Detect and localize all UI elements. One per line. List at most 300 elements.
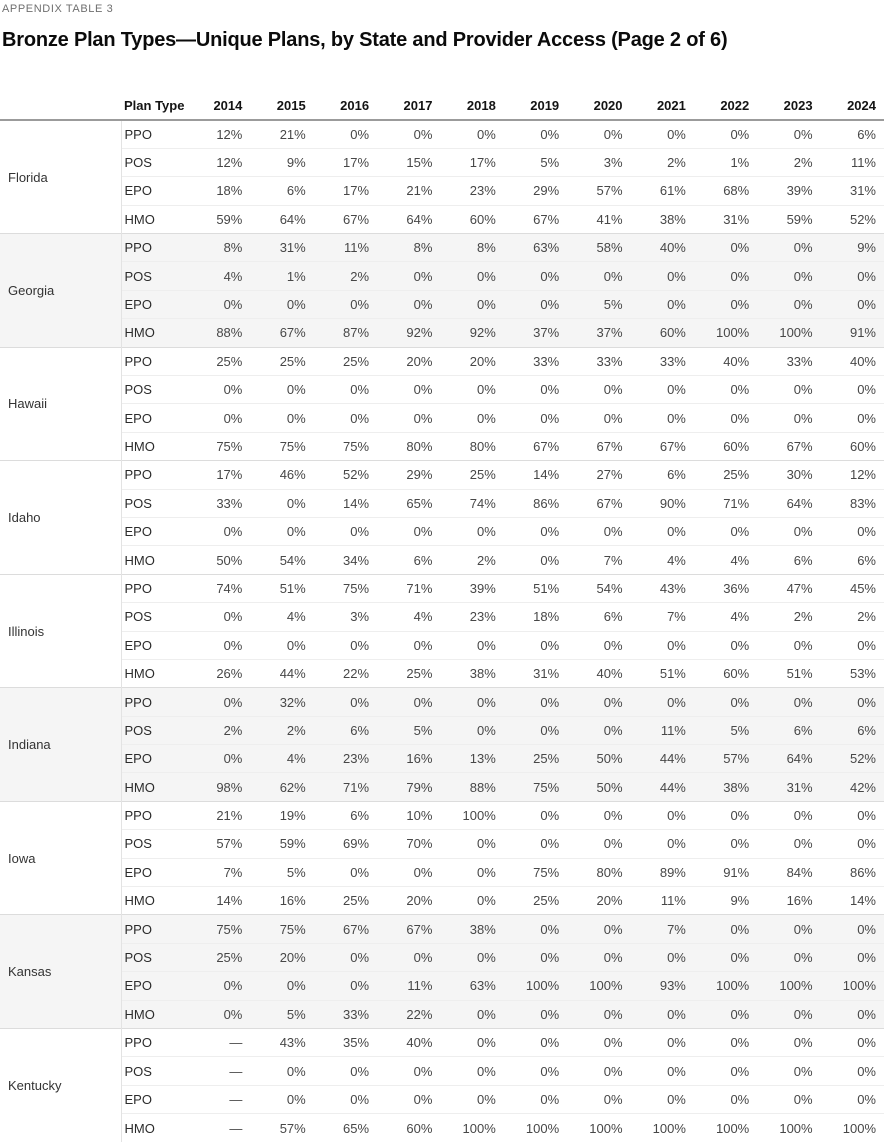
value-cell: 57% (187, 830, 250, 858)
value-cell: 50% (187, 546, 250, 574)
value-cell: 1% (250, 262, 313, 290)
table-eyebrow: APPENDIX TABLE 3 (2, 3, 884, 16)
value-cell: 25% (314, 347, 377, 375)
value-cell: 38% (440, 915, 503, 943)
value-cell: 0% (377, 262, 440, 290)
plan-type-cell: EPO (121, 1085, 187, 1113)
value-cell: 44% (631, 773, 694, 801)
value-cell: 33% (314, 1000, 377, 1028)
value-cell: 0% (757, 830, 820, 858)
value-cell: 0% (250, 1057, 313, 1085)
value-cell: 91% (694, 858, 757, 886)
value-cell: 5% (567, 290, 630, 318)
table-row (0, 120, 884, 148)
value-cell: 13% (440, 745, 503, 773)
value-cell: 65% (377, 489, 440, 517)
value-cell: 0% (187, 745, 250, 773)
value-cell: 69% (314, 830, 377, 858)
value-cell: 0% (504, 290, 567, 318)
value-cell: 12% (187, 120, 250, 148)
table-row (0, 745, 884, 773)
value-cell: 0% (504, 943, 567, 971)
value-cell: 0% (694, 943, 757, 971)
value-cell: 15% (377, 148, 440, 176)
state-label: Kentucky (0, 1029, 121, 1142)
year-column-header: 2020 (567, 91, 630, 120)
value-cell: 0% (567, 1000, 630, 1028)
table-row (0, 688, 884, 716)
value-cell: 0% (187, 688, 250, 716)
value-cell: 0% (440, 943, 503, 971)
table-header-row (0, 91, 884, 120)
value-cell: 0% (567, 716, 630, 744)
value-cell: 0% (314, 290, 377, 318)
value-cell: 0% (187, 972, 250, 1000)
value-cell: 14% (187, 887, 250, 915)
value-cell: 2% (821, 603, 884, 631)
table-row (0, 801, 884, 829)
value-cell: 0% (504, 1085, 567, 1113)
value-cell: 0% (187, 517, 250, 545)
value-cell: 0% (440, 262, 503, 290)
value-cell: 100% (694, 972, 757, 1000)
value-cell: 0% (440, 1057, 503, 1085)
value-cell: 0% (694, 376, 757, 404)
value-cell: 6% (821, 120, 884, 148)
value-cell: 4% (631, 546, 694, 574)
value-cell: 10% (377, 801, 440, 829)
value-cell: 0% (250, 517, 313, 545)
value-cell: 0% (314, 688, 377, 716)
value-cell: 0% (377, 631, 440, 659)
value-cell: 0% (821, 376, 884, 404)
plan-type-cell: HMO (121, 319, 187, 347)
value-cell: 0% (504, 1029, 567, 1057)
value-cell: 0% (504, 688, 567, 716)
value-cell: 0% (631, 1029, 694, 1057)
value-cell: 80% (377, 432, 440, 460)
value-cell: 67% (314, 205, 377, 233)
value-cell: 0% (567, 1029, 630, 1057)
value-cell: 25% (314, 887, 377, 915)
value-cell: 0% (250, 1085, 313, 1113)
value-cell: 0% (377, 517, 440, 545)
value-cell: 0% (757, 688, 820, 716)
value-cell: 25% (694, 461, 757, 489)
value-cell: 0% (757, 376, 820, 404)
value-cell: 16% (377, 745, 440, 773)
value-cell: 0% (440, 376, 503, 404)
value-cell: 0% (504, 1057, 567, 1085)
value-cell: 51% (504, 574, 567, 602)
value-cell: 42% (821, 773, 884, 801)
value-cell: 12% (187, 148, 250, 176)
value-cell: 0% (504, 376, 567, 404)
value-cell: 0% (314, 858, 377, 886)
table-row (0, 262, 884, 290)
value-cell: 6% (567, 603, 630, 631)
value-cell: 0% (567, 517, 630, 545)
value-cell: 6% (631, 461, 694, 489)
table-row (0, 489, 884, 517)
value-cell: 100% (567, 1114, 630, 1142)
value-cell: 0% (504, 716, 567, 744)
value-cell: 0% (314, 943, 377, 971)
value-cell: 98% (187, 773, 250, 801)
table-row (0, 773, 884, 801)
value-cell: 0% (757, 404, 820, 432)
value-cell: 18% (504, 603, 567, 631)
value-cell: 51% (757, 659, 820, 687)
value-cell: 0% (694, 234, 757, 262)
value-cell: 67% (504, 432, 567, 460)
value-cell: 59% (757, 205, 820, 233)
value-cell: 51% (631, 659, 694, 687)
value-cell: 75% (504, 773, 567, 801)
value-cell: 0% (377, 943, 440, 971)
value-cell: 0% (821, 1000, 884, 1028)
state-label: Florida (0, 120, 121, 234)
value-cell: 0% (440, 887, 503, 915)
value-cell: 67% (757, 432, 820, 460)
year-column-header: 2024 (821, 91, 884, 120)
value-cell: 18% (187, 177, 250, 205)
value-cell: 5% (250, 858, 313, 886)
value-cell: 0% (377, 1085, 440, 1113)
value-cell: 83% (821, 489, 884, 517)
value-cell: 36% (694, 574, 757, 602)
value-cell: 0% (757, 290, 820, 318)
value-cell: 100% (821, 1114, 884, 1142)
value-cell: 0% (694, 631, 757, 659)
value-cell: 64% (250, 205, 313, 233)
value-cell: 93% (631, 972, 694, 1000)
value-cell: 0% (631, 830, 694, 858)
value-cell: 33% (567, 347, 630, 375)
value-cell: 53% (821, 659, 884, 687)
value-cell: 0% (504, 830, 567, 858)
value-cell: 0% (314, 1085, 377, 1113)
value-cell: 0% (821, 830, 884, 858)
value-cell: 2% (250, 716, 313, 744)
value-cell: 0% (757, 915, 820, 943)
value-cell: 31% (504, 659, 567, 687)
value-cell: 25% (187, 347, 250, 375)
value-cell: 0% (504, 517, 567, 545)
table-row (0, 1057, 884, 1085)
year-column-header: 2014 (187, 91, 250, 120)
value-cell: 0% (567, 1085, 630, 1113)
plan-type-cell: POS (121, 943, 187, 971)
value-cell: 0% (187, 404, 250, 432)
table-row (0, 1114, 884, 1142)
table-row (0, 319, 884, 347)
value-cell: 31% (694, 205, 757, 233)
plan-type-cell: POS (121, 262, 187, 290)
value-cell: 87% (314, 319, 377, 347)
value-cell: 59% (187, 205, 250, 233)
value-cell: 0% (694, 830, 757, 858)
value-cell: 20% (440, 347, 503, 375)
value-cell: 75% (187, 432, 250, 460)
value-cell: 0% (757, 1029, 820, 1057)
plan-type-cell: EPO (121, 972, 187, 1000)
plan-type-cell: POS (121, 489, 187, 517)
value-cell: 47% (757, 574, 820, 602)
value-cell: 67% (567, 489, 630, 517)
value-cell: 21% (250, 120, 313, 148)
state-column-header (0, 91, 121, 120)
value-cell: 6% (377, 546, 440, 574)
value-cell: 0% (504, 120, 567, 148)
value-cell: 0% (440, 517, 503, 545)
value-cell: 75% (250, 432, 313, 460)
plan-type-cell: EPO (121, 177, 187, 205)
table-row (0, 376, 884, 404)
value-cell: 0% (631, 1085, 694, 1113)
value-cell: 60% (821, 432, 884, 460)
value-cell: 16% (250, 887, 313, 915)
value-cell: 6% (314, 716, 377, 744)
value-cell: 25% (377, 659, 440, 687)
page-header (0, 0, 884, 53)
table-row (0, 631, 884, 659)
value-cell: 0% (567, 688, 630, 716)
value-cell: 0% (821, 290, 884, 318)
value-cell: 0% (377, 1057, 440, 1085)
value-cell: 3% (314, 603, 377, 631)
value-cell: 11% (631, 716, 694, 744)
value-cell: 100% (694, 1114, 757, 1142)
value-cell: 64% (377, 205, 440, 233)
table-row (0, 148, 884, 176)
value-cell: 0% (440, 631, 503, 659)
value-cell: 100% (757, 1114, 820, 1142)
value-cell: 38% (631, 205, 694, 233)
plan-type-cell: HMO (121, 1114, 187, 1142)
value-cell: 0% (631, 1000, 694, 1028)
value-cell: 25% (504, 887, 567, 915)
value-cell: 71% (694, 489, 757, 517)
value-cell: 17% (187, 461, 250, 489)
year-column-header: 2021 (631, 91, 694, 120)
value-cell: 75% (187, 915, 250, 943)
plan-type-cell: PPO (121, 574, 187, 602)
value-cell: 0% (187, 290, 250, 318)
value-cell: 54% (250, 546, 313, 574)
value-cell: 38% (440, 659, 503, 687)
value-cell: 0% (694, 688, 757, 716)
plan-type-cell: PPO (121, 801, 187, 829)
value-cell: 9% (250, 148, 313, 176)
value-cell: 0% (504, 404, 567, 432)
plan-types-table (0, 91, 884, 1142)
value-cell: 71% (377, 574, 440, 602)
plan-type-cell: EPO (121, 517, 187, 545)
value-cell: 0% (757, 120, 820, 148)
value-cell: 8% (187, 234, 250, 262)
value-cell: 6% (757, 716, 820, 744)
value-cell: 67% (250, 319, 313, 347)
value-cell: 33% (504, 347, 567, 375)
value-cell: 11% (314, 234, 377, 262)
table-row (0, 234, 884, 262)
table-row (0, 1029, 884, 1057)
value-cell: 0% (567, 376, 630, 404)
value-cell: 75% (314, 574, 377, 602)
value-cell: 0% (440, 1000, 503, 1028)
value-cell: 39% (440, 574, 503, 602)
value-cell: 54% (567, 574, 630, 602)
value-cell: 0% (821, 1029, 884, 1057)
value-cell: 8% (440, 234, 503, 262)
value-cell: 6% (757, 546, 820, 574)
value-cell: 0% (440, 716, 503, 744)
plan-type-cell: HMO (121, 546, 187, 574)
value-cell: 31% (757, 773, 820, 801)
value-cell: 75% (314, 432, 377, 460)
value-cell: 2% (314, 262, 377, 290)
value-cell: 89% (631, 858, 694, 886)
value-cell: 60% (694, 432, 757, 460)
value-cell: 0% (694, 262, 757, 290)
value-cell: 17% (440, 148, 503, 176)
value-cell: 0% (631, 290, 694, 318)
value-cell: 67% (377, 915, 440, 943)
page-title: Bronze Plan Types—Unique Plans, by State and Provider Access (Page 2 of 6) (2, 27, 884, 53)
table-row (0, 546, 884, 574)
value-cell: 92% (377, 319, 440, 347)
value-cell: 23% (314, 745, 377, 773)
value-cell: 0% (440, 1029, 503, 1057)
table-row (0, 404, 884, 432)
value-cell: 68% (694, 177, 757, 205)
value-cell: 0% (187, 631, 250, 659)
state-label: Georgia (0, 234, 121, 348)
value-cell: 0% (567, 943, 630, 971)
year-column-header: 2019 (504, 91, 567, 120)
value-cell: 0% (631, 120, 694, 148)
year-column-header: 2022 (694, 91, 757, 120)
value-cell: 4% (250, 745, 313, 773)
value-cell: 60% (377, 1114, 440, 1142)
value-cell: 58% (567, 234, 630, 262)
plan-type-cell: EPO (121, 858, 187, 886)
value-cell: 88% (187, 319, 250, 347)
value-cell: 59% (250, 830, 313, 858)
year-column-header: 2017 (377, 91, 440, 120)
value-cell: 51% (250, 574, 313, 602)
value-cell: 0% (631, 1057, 694, 1085)
table-row (0, 972, 884, 1000)
value-cell: 0% (504, 262, 567, 290)
value-cell: 35% (314, 1029, 377, 1057)
value-cell: 21% (187, 801, 250, 829)
table-row (0, 290, 884, 318)
value-cell: 0% (757, 1057, 820, 1085)
value-cell: 0% (757, 943, 820, 971)
value-cell: 0% (440, 1085, 503, 1113)
value-cell: 100% (694, 319, 757, 347)
value-cell: 20% (377, 347, 440, 375)
value-cell: 40% (821, 347, 884, 375)
value-cell: 6% (250, 177, 313, 205)
value-cell: 86% (821, 858, 884, 886)
value-cell: 67% (314, 915, 377, 943)
value-cell: 20% (250, 943, 313, 971)
value-cell: 100% (757, 319, 820, 347)
value-cell: 0% (440, 120, 503, 148)
value-cell: 0% (567, 915, 630, 943)
value-cell: 38% (694, 773, 757, 801)
value-cell: 0% (694, 1000, 757, 1028)
value-cell: 0% (821, 631, 884, 659)
plan-type-cell: PPO (121, 461, 187, 489)
value-cell: 0% (504, 546, 567, 574)
value-cell: 67% (504, 205, 567, 233)
plan-type-cell: PPO (121, 915, 187, 943)
state-label: Idaho (0, 461, 121, 575)
value-cell: 0% (440, 688, 503, 716)
value-cell: 7% (567, 546, 630, 574)
value-cell: 11% (821, 148, 884, 176)
table-row (0, 574, 884, 602)
value-cell: 1% (694, 148, 757, 176)
value-cell: 2% (187, 716, 250, 744)
value-cell: 63% (504, 234, 567, 262)
value-cell: 52% (821, 745, 884, 773)
value-cell: 0% (694, 915, 757, 943)
plan-type-cell: HMO (121, 659, 187, 687)
value-cell: 0% (377, 404, 440, 432)
value-cell: 0% (187, 603, 250, 631)
table-row (0, 461, 884, 489)
value-cell: 100% (567, 972, 630, 1000)
value-cell: 0% (821, 404, 884, 432)
value-cell: 0% (694, 1057, 757, 1085)
value-cell: 26% (187, 659, 250, 687)
value-cell: 0% (187, 1000, 250, 1028)
value-cell: 0% (567, 262, 630, 290)
value-cell: 6% (314, 801, 377, 829)
value-cell: 0% (694, 120, 757, 148)
value-cell: 0% (567, 830, 630, 858)
table-row (0, 858, 884, 886)
value-cell: 43% (631, 574, 694, 602)
value-cell: 0% (314, 1057, 377, 1085)
value-cell: 8% (377, 234, 440, 262)
plan-type-cell: EPO (121, 404, 187, 432)
value-cell: — (187, 1085, 250, 1113)
value-cell: 33% (187, 489, 250, 517)
value-cell: 0% (314, 517, 377, 545)
value-cell: 40% (694, 347, 757, 375)
value-cell: 0% (631, 801, 694, 829)
value-cell: 0% (377, 290, 440, 318)
value-cell: 0% (250, 404, 313, 432)
year-column-header: 2023 (757, 91, 820, 120)
value-cell: 0% (250, 631, 313, 659)
value-cell: 0% (821, 1085, 884, 1113)
value-cell: 0% (314, 376, 377, 404)
state-label: Hawaii (0, 347, 121, 461)
value-cell: 100% (757, 972, 820, 1000)
value-cell: 65% (314, 1114, 377, 1142)
value-cell: 44% (250, 659, 313, 687)
value-cell: 23% (440, 603, 503, 631)
value-cell: 40% (377, 1029, 440, 1057)
value-cell: 64% (757, 489, 820, 517)
